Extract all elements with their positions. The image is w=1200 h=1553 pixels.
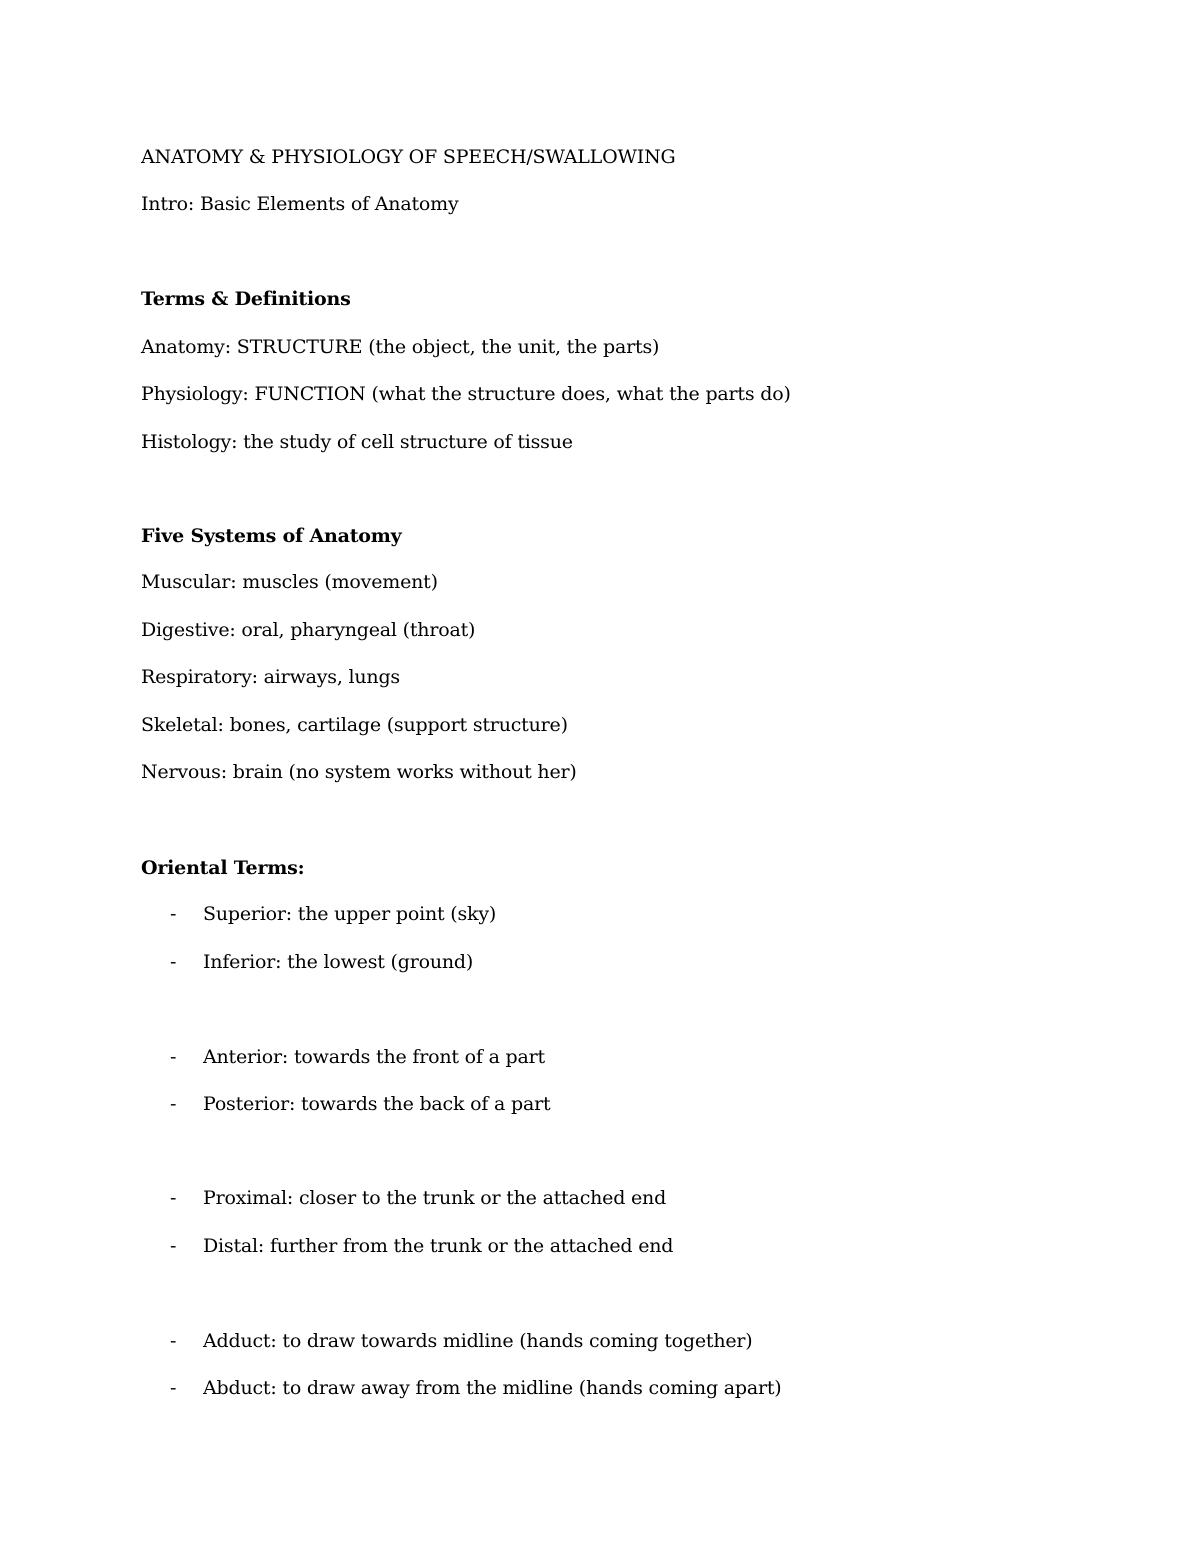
- bullet-marker: -: [170, 1093, 177, 1115]
- intro-line: Intro: Basic Elements of Anatomy: [141, 193, 459, 215]
- oriental-term-abduct: Abduct: to draw away from the midline (hands coming apart): [203, 1377, 782, 1399]
- oriental-term-proximal: Proximal: closer to the trunk or the attached end: [203, 1187, 667, 1209]
- bullet-marker: -: [170, 903, 177, 925]
- system-skeletal: Skeletal: bones, cartilage (support structure): [141, 714, 568, 736]
- oriental-term-inferior: Inferior: the lowest (ground): [203, 951, 474, 973]
- term-physiology: Physiology: FUNCTION (what the structure does, what the parts do): [141, 383, 791, 405]
- oriental-term-adduct: Adduct: to draw towards midline (hands coming together): [203, 1330, 753, 1352]
- bullet-marker: -: [170, 1187, 177, 1209]
- system-respiratory: Respiratory: airways, lungs: [141, 666, 400, 688]
- system-digestive: Digestive: oral, pharyngeal (throat): [141, 619, 476, 641]
- bullet-marker: -: [170, 1377, 177, 1399]
- document-title: ANATOMY & PHYSIOLOGY OF SPEECH/SWALLOWING: [141, 146, 676, 168]
- system-muscular: Muscular: muscles (movement): [141, 571, 438, 593]
- oriental-term-posterior: Posterior: towards the back of a part: [203, 1093, 551, 1115]
- bullet-marker: -: [170, 951, 177, 973]
- terms-heading: Terms & Definitions: [141, 288, 351, 310]
- oriental-term-anterior: Anterior: towards the front of a part: [203, 1046, 545, 1068]
- term-anatomy: Anatomy: STRUCTURE (the object, the unit, the parts): [141, 336, 660, 358]
- oriental-term-superior: Superior: the upper point (sky): [203, 903, 497, 925]
- term-histology: Histology: the study of cell structure of tissue: [141, 431, 573, 453]
- oriental-term-distal: Distal: further from the trunk or the attached end: [203, 1235, 674, 1257]
- system-nervous: Nervous: brain (no system works without her): [141, 761, 577, 783]
- bullet-marker: -: [170, 1046, 177, 1068]
- bullet-marker: -: [170, 1235, 177, 1257]
- systems-heading: Five Systems of Anatomy: [141, 525, 402, 547]
- bullet-marker: -: [170, 1330, 177, 1352]
- oriental-heading: Oriental Terms:: [141, 857, 305, 879]
